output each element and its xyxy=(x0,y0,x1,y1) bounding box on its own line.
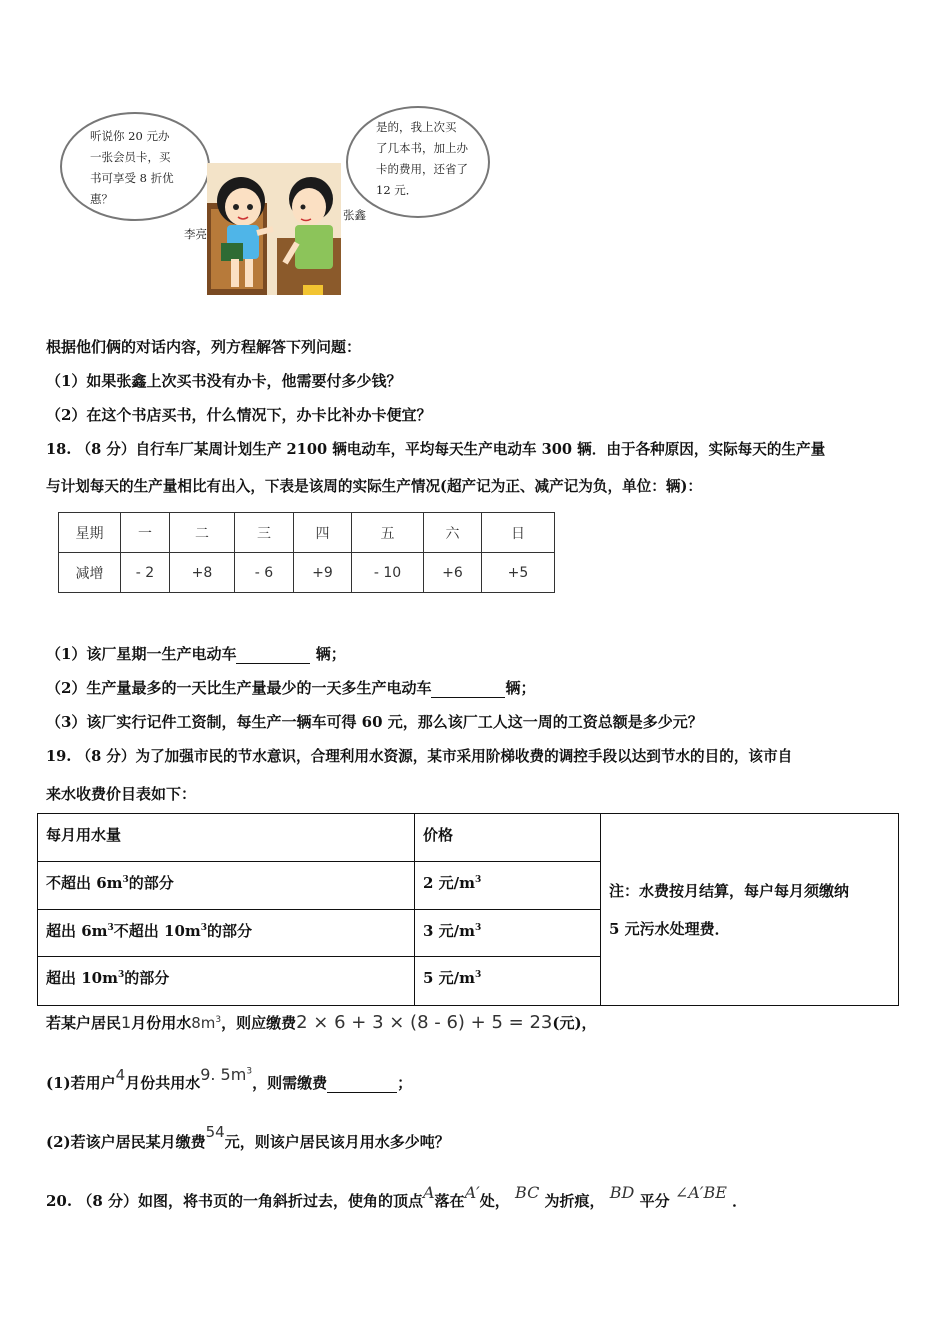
table-cell: +8 xyxy=(170,553,235,593)
exponent: 3 xyxy=(107,923,114,933)
note-line: 5 元污水处理费． xyxy=(609,920,730,938)
table-cell: +6 xyxy=(424,553,482,593)
answer-blank[interactable] xyxy=(431,679,505,698)
q19-part2-text: 元，则该户居民该月用水多少吨？ xyxy=(224,1133,450,1151)
cell-text: 的部分 xyxy=(128,874,174,892)
exponent: 3 xyxy=(475,923,482,933)
answer-blank[interactable] xyxy=(327,1074,397,1093)
cell-text: 5 元/m xyxy=(423,969,476,987)
q19-part2 xyxy=(46,1123,450,1152)
cell-text: 3 元/m xyxy=(423,922,476,940)
table-cell: +9 xyxy=(294,553,352,593)
q19-part1-text: (1)若用户 xyxy=(46,1074,116,1092)
example-text: ，则应缴费 xyxy=(221,1014,297,1032)
answer-blank[interactable] xyxy=(236,645,310,664)
cartoon-illustration xyxy=(207,163,341,295)
bubble-line: 一张会员卡，买 xyxy=(90,150,171,164)
production-table xyxy=(58,512,555,593)
table-cell: 一 xyxy=(121,513,170,553)
bubble-line: 书可享受 8 折优 xyxy=(90,171,174,185)
angle-ABE: ∠A′BE xyxy=(674,1183,727,1202)
table-cell: - 2 xyxy=(121,553,170,593)
left-speech-bubble xyxy=(60,112,210,221)
q18-part3: （3）该厂实行记件工资制，每生产一辆车可得 60 元，那么该厂工人这一周的工资总额是多少元？ xyxy=(46,713,703,731)
exponent: 3 xyxy=(475,970,482,980)
left-character-name: 李亮 xyxy=(184,227,207,241)
table-cell: 价格 xyxy=(415,814,601,862)
table-cell: 五 xyxy=(352,513,424,553)
table-row xyxy=(59,513,555,553)
table-cell: - 10 xyxy=(352,553,424,593)
q20-text: 平分 xyxy=(639,1192,670,1210)
q19-part2-text: (2)若该户居民某月缴费 xyxy=(46,1133,206,1151)
example-text: 若某户居民 xyxy=(46,1014,122,1032)
q19-part1-text: ，则需缴费 xyxy=(252,1074,328,1092)
table-cell xyxy=(38,957,415,1005)
month-value: 4 xyxy=(115,1066,126,1084)
q20-text: 20. （8 分）如图，将书页的一角斜折过去，使角的顶点 xyxy=(46,1192,423,1210)
q19-example xyxy=(46,1012,597,1033)
q18-part1 xyxy=(46,643,346,664)
q19-part1-end: ； xyxy=(397,1074,413,1092)
q18-part2 xyxy=(46,677,535,698)
q20-text: 处， xyxy=(479,1192,510,1210)
table-cell: 四 xyxy=(294,513,352,553)
exponent: 3 xyxy=(200,923,208,933)
table-cell xyxy=(38,910,415,957)
right-character-name: 张鑫 xyxy=(343,208,366,222)
table-cell xyxy=(415,862,601,910)
example-month: 1 xyxy=(121,1013,132,1032)
q20-stem xyxy=(46,1183,748,1211)
example-text: (元)， xyxy=(552,1014,597,1032)
q18-stem-line1: 18. （8 分）自行车厂某周计划生产 2100 辆电动车，平均每天生产电动车 300 辆．由于各种原因，实际每天的生产量 xyxy=(46,441,826,458)
q17-part1: （1）如果张鑫上次买书没有办卡，他需要付多少钱？ xyxy=(46,372,402,390)
q18-part1-text: （1）该厂星期一生产电动车 xyxy=(46,645,237,663)
table-cell: +5 xyxy=(482,553,555,593)
q19-part1-text: 月份共用水 xyxy=(125,1074,201,1092)
example-text: 月份用水 xyxy=(131,1014,192,1032)
table-cell xyxy=(415,957,601,1005)
segment-BD: BD xyxy=(609,1183,635,1202)
table-cell: 六 xyxy=(424,513,482,553)
point-A-prime: A′ xyxy=(464,1183,480,1202)
cell-text: 不超出 10m xyxy=(113,922,201,940)
bubble-line: 卡的费用，还省了 xyxy=(376,162,468,176)
cell-text: 2 元/m xyxy=(423,874,476,892)
q17-intro: 根据他们俩的对话内容，列方程解答下列问题： xyxy=(46,338,362,356)
q20-text: 落在 xyxy=(434,1192,465,1210)
q18-stem-line2: 与计划每天的生产量相比有出入，下表是该周的实际生产情况(超产记为正、减产记为负，单位：辆)： xyxy=(46,478,702,495)
table-cell: 日 xyxy=(482,513,555,553)
q20-text: ． xyxy=(732,1192,748,1210)
exponent: 3 xyxy=(117,970,125,980)
table-cell: - 6 xyxy=(235,553,294,593)
volume-value: 9. $5m^3$ xyxy=(200,1065,253,1084)
fee-value: 54 xyxy=(205,1123,225,1141)
q19-stem-line2: 来水收费价目表如下： xyxy=(46,785,197,803)
table-cell: 三 xyxy=(235,513,294,553)
table-cell xyxy=(38,862,415,910)
cell-text: 超出 10m xyxy=(46,969,118,987)
bubble-line: 惠？ xyxy=(90,192,113,206)
bubble-line: 是的，我上次买 xyxy=(376,120,457,134)
cell-text: 的部分 xyxy=(207,922,253,940)
exponent: 3 xyxy=(475,875,482,885)
bubble-line: 12 元． xyxy=(376,183,418,197)
q18-part1-unit: 辆； xyxy=(315,645,346,663)
segment-BC: BC xyxy=(515,1183,540,1202)
table-cell: 二 xyxy=(170,513,235,553)
example-volume: $8m^3$ xyxy=(191,1014,222,1032)
table-row xyxy=(59,553,555,593)
table-cell: 减增 xyxy=(59,553,121,593)
q19-stem-line1: 19. （8 分）为了加强市民的节水意识，合理利用水资源，某市采用阶梯收费的调控手段以达到节水的目的，该市自 xyxy=(46,748,793,765)
bubble-line: 听说你 20 元办 xyxy=(90,129,170,143)
q19-part1 xyxy=(46,1065,413,1093)
table-cell: 每月用水量 xyxy=(38,814,415,862)
exponent: 3 xyxy=(122,875,129,885)
table-note xyxy=(609,872,849,948)
table-cell: 星期 xyxy=(59,513,121,553)
right-speech-bubble xyxy=(346,106,490,218)
bubble-line: 了几本书，加上办 xyxy=(376,141,468,155)
point-A: A xyxy=(422,1183,435,1202)
note-line: 注：水费按月结算，每户每月须缴纳 xyxy=(609,882,850,900)
q20-text: 为折痕， xyxy=(544,1192,605,1210)
example-formula: 2 × 6 + 3 × (8 - 6) + 5 = 23 xyxy=(296,1012,553,1033)
q18-part2-unit: 辆； xyxy=(505,679,536,697)
table-cell xyxy=(415,910,601,957)
q17-part2: （2）在这个书店买书，什么情况下，办卡比补办卡便宜？ xyxy=(46,406,432,424)
cell-text: 超出 6m xyxy=(46,922,108,940)
water-price-table xyxy=(37,813,899,1006)
cell-text: 的部分 xyxy=(124,969,170,987)
cell-text: 不超出 6m xyxy=(46,874,123,892)
q18-part2-text: （2）生产量最多的一天比生产量最少的一天多生产电动车 xyxy=(46,679,432,697)
